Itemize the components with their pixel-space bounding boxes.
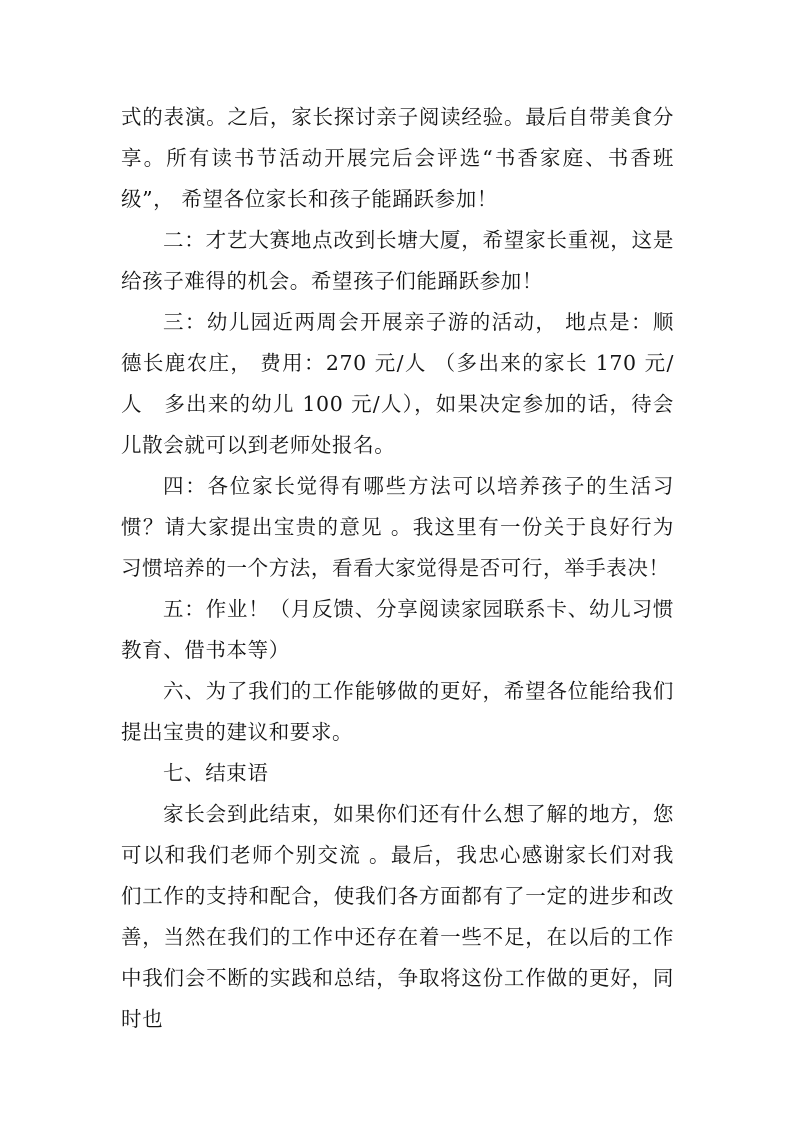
- document-body: [121, 97, 674, 1040]
- paragraph-parent-child-trip: 三：幼儿园近两周会开展亲子游的活动， 地点是：顺德长鹿农庄， 费用：270 元/人 （多出来的家长 170 元/人 多出来的幼儿 100 元/人），如果决定参加的话，待会儿散会就可以到老师处报名。: [121, 310, 674, 457]
- paragraph-reading-festival: 式的表演。之后，家长探讨亲子阅读经验。最后自带美食分享。所有读书节活动开展完后会评选“书香家庭、书香班级”， 希望各位家长和孩子能踊跃参加！: [121, 105, 674, 211]
- paragraph-talent-contest: 二：才艺大赛地点改到长塘大厦，希望家长重视，这是给孩子难得的机会。希望孩子们能踊跃参加！: [121, 228, 674, 293]
- paragraph-homework: 五：作业！（月反馈、分享阅读家园联系卡、幼儿习惯教育、借书本等）: [121, 597, 674, 662]
- section-heading-closing: 七、结束语: [163, 761, 269, 785]
- paragraph-living-habits: 四：各位家长觉得有哪些方法可以培养孩子的生活习惯？请大家提出宝贵的意见 。我这里有一份关于良好行为习惯培养的一个方法，看看大家觉得是否可行，举手表决！: [121, 474, 674, 580]
- paragraph-closing-remarks: 家长会到此结束，如果你们还有什么想了解的地方，您可以和我们老师个别交流 。最后，我忠心感谢家长们对我们工作的支持和配合，使我们各方面都有了一定的进步和改善，当然在我们的工作中还存在着一些不足，在以后的工作中我们会不断的实践和总结，争取将这份工作做的更好，同时也: [121, 802, 674, 1031]
- paragraph-suggestions: 六、为了我们的工作能够做的更好，希望各位能给我们提出宝贵的建议和要求。: [121, 679, 674, 744]
